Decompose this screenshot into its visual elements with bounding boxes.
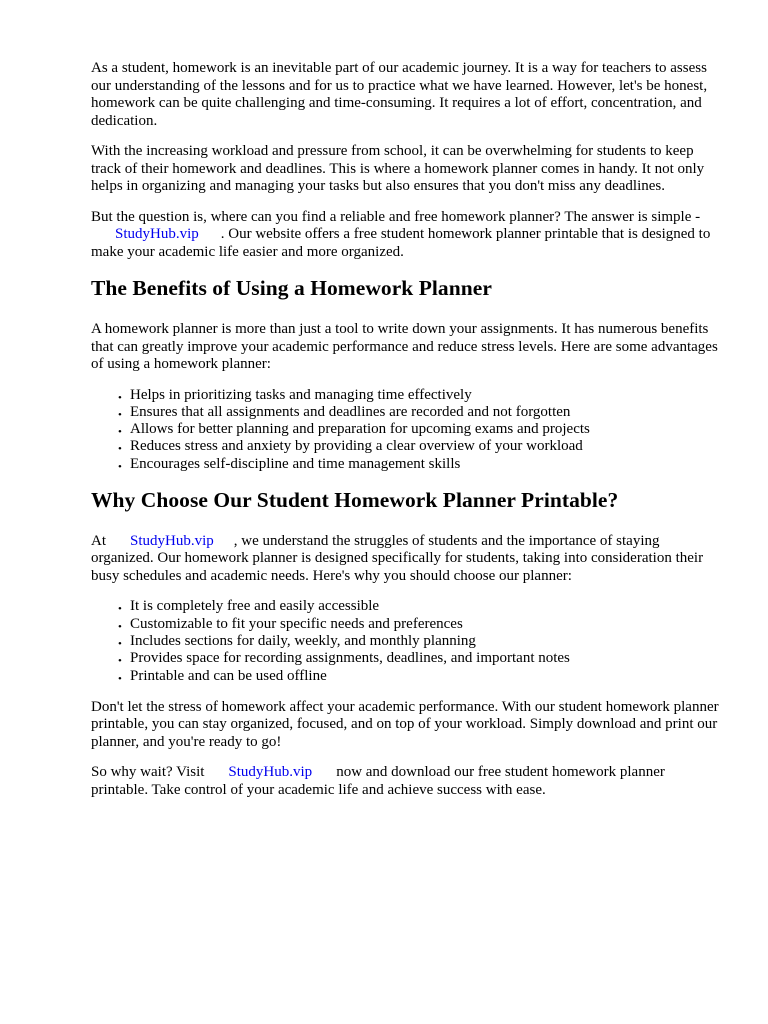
closing-paragraph-2-text-before: So why wait? Visit [91, 764, 205, 781]
bullet-icon: • [118, 655, 122, 668]
why-heading: Why Choose Our Student Homework Planner Printable? [91, 487, 619, 512]
list-item: • Reduces stress and anxiety by providing a clear overview of your workload [118, 438, 723, 455]
list-item: • Includes sections for daily, weekly, and monthly planning [118, 633, 723, 650]
list-item: • Provides space for recording assignments, deadlines, and important notes [118, 650, 723, 667]
why-intro [91, 533, 723, 586]
bullet-icon: • [118, 603, 122, 616]
why-intro-text-after: , we understand the struggles of students and the importance of staying organized. Our homework planner is designed specifically for students, taking into consideration their busy schedules and academic needs. Here's why you should choose our planner: [91, 532, 704, 584]
studyhub-link-1[interactable]: StudyHub.vip [115, 226, 199, 242]
benefits-intro: A homework planner is more than just a tool to write down your assignments. It has numerous benefits that can greatly improve your academic performance and reduce stress levels. Here are some advantages of using a homework planner: [91, 321, 718, 372]
studyhub-link-3[interactable]: StudyHub.vip [228, 764, 313, 781]
bullet-icon: • [118, 443, 122, 456]
studyhub-link-2[interactable]: StudyHub.vip [130, 532, 214, 549]
bullet-icon: • [118, 426, 122, 439]
bullet-icon: • [118, 408, 122, 421]
bullet-icon: • [118, 460, 122, 473]
bullet-icon: • [118, 620, 122, 633]
bullet-icon: • [118, 672, 122, 685]
intro-paragraph-3 [91, 209, 723, 262]
intro-paragraph-1: As a student, homework is an inevitable part of our academic journey. It is a way for teachers to assess our understanding of the lessons and for us to practice what we have learned. However, let's be honest, homework can be quite challenging and time-consuming. It requires a lot of effort, concentration, and dedication. [91, 60, 708, 129]
closing-paragraph-1: Don't let the stress of homework affect your academic performance. With our student homework planner printable, you can stay organized, focused, and on top of your workload. Simply download and print our planner, and you're ready to go! [91, 698, 719, 750]
list-item: • Customizable to fit your specific needs and preferences [118, 616, 723, 633]
bullet-icon: • [118, 391, 122, 404]
closing-paragraph-2-text-after: now and download our free student homework planner printable. Take control of your academic life and achieve success with ease. [91, 764, 665, 798]
intro-paragraph-3-text-after: . Our website offers a free student homework planner printable that is designed to make your academic life easier and more organized. [91, 226, 711, 260]
benefits-list [91, 387, 723, 473]
list-item: • Allows for better planning and preparation for upcoming exams and projects [118, 421, 723, 438]
intro-paragraph-3-text-before: But the question is, where can you find a reliable and free homework planner? The answer is simple - [91, 208, 701, 225]
list-item: • Printable and can be used offline [118, 668, 723, 685]
bullet-icon: • [118, 638, 122, 651]
document-body [91, 60, 723, 812]
list-item: • It is completely free and easily accessible [118, 598, 723, 615]
intro-paragraph-2: With the increasing workload and pressure from school, it can be overwhelming for students to keep track of their homework and deadlines. This is where a homework planner comes in handy. It not only helps in organizing and managing your tasks but also ensures that you don't miss any deadlines. [91, 143, 705, 194]
list-item: • Helps in prioritizing tasks and managing time effectively [118, 387, 723, 404]
benefits-heading: The Benefits of Using a Homework Planner [91, 276, 492, 300]
list-item: • Ensures that all assignments and deadlines are recorded and not forgotten [118, 404, 723, 421]
closing-paragraph-2 [91, 764, 723, 799]
why-list [91, 598, 723, 684]
list-item: • Encourages self-discipline and time management skills [118, 456, 723, 473]
why-intro-text-before: At [91, 532, 106, 549]
